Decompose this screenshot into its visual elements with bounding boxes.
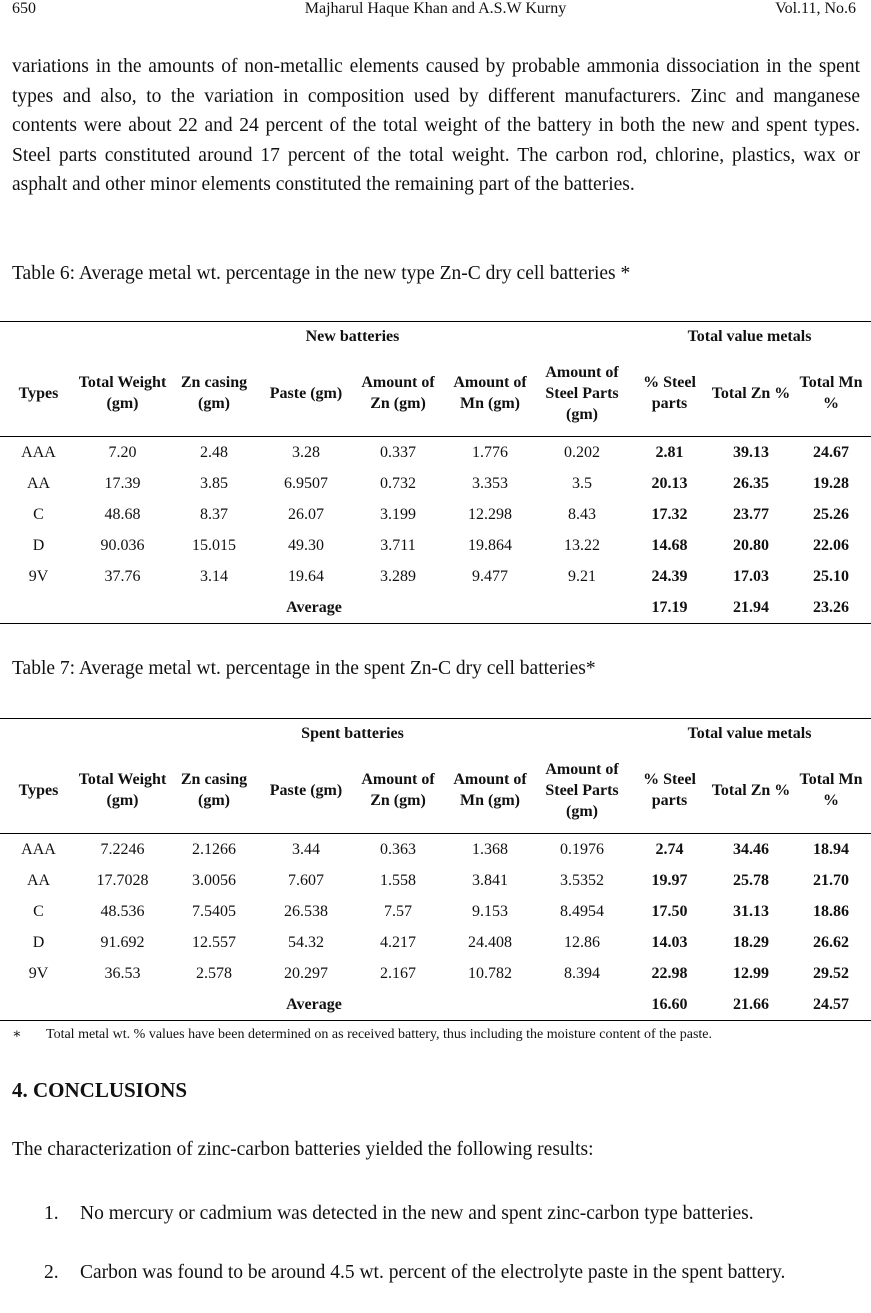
table-cell: 48.68: [104, 505, 141, 523]
table-cell: 8.394: [564, 964, 600, 982]
table-cell: 20.13: [651, 474, 688, 492]
table-cell: 1.368: [472, 840, 508, 858]
table-cell: 9.153: [472, 902, 508, 920]
table-cell: AA: [26, 871, 51, 889]
average-row: [0, 592, 871, 624]
table6-group-header-row: [0, 322, 871, 351]
table6-col-paste: Paste (gm): [260, 350, 352, 437]
table7-body: [0, 834, 871, 1021]
table-cell: 48.536: [100, 902, 145, 920]
table-cell: 34.46: [733, 840, 769, 858]
table-cell: 17.7028: [96, 871, 149, 889]
table7-col-pct-steel: % Steel parts: [628, 747, 711, 834]
table-row: [0, 561, 871, 592]
table-cell: 0.1976: [560, 840, 604, 858]
table7-caption: Table 7: Average metal wt. percentage in the spent Zn-C dry cell batteries*: [12, 658, 596, 679]
table-cell: 3.711: [380, 536, 416, 554]
table-cell: 9.477: [472, 567, 508, 585]
table-cell: 3.28: [292, 443, 320, 461]
table-cell: 3.353: [472, 474, 508, 492]
table-cell: 36.53: [104, 964, 141, 982]
table-cell: 2.167: [380, 964, 416, 982]
table-cell: 25.26: [813, 505, 849, 523]
intro-paragraph: variations in the amounts of non-metallic elements caused by probable ammonia dissociation in the spent types and also, to the variation in composition used by different manufacturers. Zinc and manganese contents were about 22 and 24 percent of the total weight of the battery in both the new and spent types. Steel parts constituted around 17 percent of the total weight. The carbon rod, chlorine, plastics, wax or asphalt and other minor elements constituted the remaining part of the batteries.: [12, 56, 860, 196]
table7-col-amount-mn: Amount of Mn (gm): [444, 747, 536, 834]
table6-column-header-row: [0, 350, 871, 437]
table-cell: 1.558: [380, 871, 416, 889]
table-cell: D: [32, 933, 45, 951]
average-row: [0, 989, 871, 1021]
table-cell: 7.57: [384, 902, 412, 920]
table-row: [0, 896, 871, 927]
table-cell: 26.07: [288, 505, 324, 523]
list-item-number: 1.: [44, 1203, 59, 1224]
table-cell: 26.538: [284, 902, 328, 920]
table-cell: 3.841: [472, 871, 508, 889]
table7-col-total-mn: Total Mn %: [791, 747, 871, 834]
table-cell: 8.37: [200, 505, 228, 523]
table-cell: 2.48: [200, 443, 228, 461]
table6-col-pct-steel: % Steel parts: [628, 350, 711, 437]
table-cell: 25.78: [733, 871, 769, 889]
table7-col-steel-parts: Amount of Steel Parts (gm): [536, 747, 628, 834]
table6-col-steel-parts: Amount of Steel Parts (gm): [536, 350, 628, 437]
table-cell: 24.39: [651, 567, 688, 585]
table-cell: C: [33, 505, 44, 523]
table-cell: 18.29: [733, 933, 769, 951]
table-cell: 19.64: [288, 567, 324, 585]
table7-col-total-weight: Total Weight (gm): [77, 747, 168, 834]
table-cell: AAA: [21, 840, 56, 858]
table-row: [0, 499, 871, 530]
table-cell: 0.202: [564, 443, 600, 461]
table-cell: 54.32: [288, 933, 324, 951]
table-cell: 20.80: [733, 536, 769, 554]
table-cell: 8.4954: [560, 902, 604, 920]
average-value: 21.66: [711, 989, 791, 1021]
table-row: [0, 927, 871, 958]
table-cell: 21.70: [813, 871, 849, 889]
table-cell: 3.289: [380, 567, 416, 585]
table-cell: 9V: [28, 567, 49, 585]
table-cell: 15.015: [192, 536, 236, 554]
table-cell: AAA: [21, 443, 56, 461]
table-cell: 1.776: [472, 443, 508, 461]
table-cell: 7.20: [108, 443, 137, 461]
conclusions-intro: The characterization of zinc-carbon batteries yielded the following results:: [12, 1139, 594, 1160]
table-cell: 17.03: [733, 567, 769, 585]
table7-col-zn-casing: Zn casing (gm): [168, 747, 260, 834]
table-cell: 26.62: [813, 933, 849, 951]
table7-group-right: Total value metals: [628, 719, 871, 748]
table-cell: 49.30: [288, 536, 324, 554]
table7-column-header-row: [0, 747, 871, 834]
table-cell: 10.782: [468, 964, 512, 982]
average-value: 17.19: [628, 592, 711, 624]
table-cell: 12.86: [564, 933, 600, 951]
table-row: [0, 437, 871, 469]
table-cell: 0.732: [380, 474, 416, 492]
table-row: [0, 865, 871, 896]
table-cell: 2.81: [655, 443, 684, 461]
table-footnote: [12, 1026, 712, 1043]
table-cell: 3.14: [200, 567, 228, 585]
table-cell: 91.692: [100, 933, 145, 951]
table-cell: 3.0056: [192, 871, 236, 889]
table-cell: 13.22: [564, 536, 600, 554]
table7-col-paste: Paste (gm): [260, 747, 352, 834]
table-cell: 19.97: [651, 871, 688, 889]
section-heading: 4. CONCLUSIONS: [12, 1078, 188, 1102]
footnote-marker: ∗: [12, 1027, 22, 1042]
table7-col-types: Types: [0, 747, 77, 834]
table-cell: 12.99: [733, 964, 769, 982]
table-cell: 22.06: [813, 536, 849, 554]
table-cell: 17.32: [651, 505, 688, 523]
table-cell: 17.50: [651, 902, 688, 920]
list-item-text: Carbon was found to be around 4.5 wt. percent of the electrolyte paste in the spent battery.: [80, 1262, 786, 1283]
table-cell: 3.5352: [560, 871, 604, 889]
table-cell: 7.2246: [100, 840, 145, 858]
table6-group-left: New batteries: [77, 322, 628, 351]
table-cell: 20.297: [284, 964, 328, 982]
table-cell: 18.86: [813, 902, 849, 920]
table-cell: 39.13: [733, 443, 769, 461]
table-row: [0, 834, 871, 866]
list-item-number: 2.: [44, 1262, 59, 1283]
table-cell: 24.408: [468, 933, 512, 951]
table6-body: [0, 437, 871, 624]
table7-group-left: Spent batteries: [77, 719, 628, 748]
table-cell: 12.557: [192, 933, 236, 951]
table-cell: 9.21: [568, 567, 596, 585]
table-cell: 7.607: [288, 871, 324, 889]
table7-col-amount-zn: Amount of Zn (gm): [352, 747, 444, 834]
table6-group-spacer: [0, 322, 77, 351]
average-value: 16.60: [628, 989, 711, 1021]
table-cell: 22.98: [651, 964, 688, 982]
table-cell: AA: [26, 474, 51, 492]
table-cell: 31.13: [733, 902, 769, 920]
table-cell: 12.298: [468, 505, 512, 523]
table6-group-right: Total value metals: [628, 322, 871, 351]
table6-col-types: Types: [0, 350, 77, 437]
table-cell: 8.43: [568, 505, 596, 523]
table6: [0, 321, 871, 624]
table7-group-spacer: [0, 719, 77, 748]
table6-col-total-zn: Total Zn %: [711, 350, 791, 437]
table-cell: 9V: [28, 964, 49, 982]
table-cell: 26.35: [733, 474, 769, 492]
table-cell: 18.94: [813, 840, 849, 858]
table-row: [0, 958, 871, 989]
table-cell: 90.036: [100, 536, 145, 554]
table-cell: 3.44: [292, 840, 320, 858]
table-cell: 19.28: [813, 474, 849, 492]
table-cell: 2.1266: [192, 840, 236, 858]
table7: [0, 718, 871, 1021]
average-value: 21.94: [711, 592, 791, 624]
average-label: Average: [0, 592, 628, 624]
table6-col-amount-mn: Amount of Mn (gm): [444, 350, 536, 437]
table-cell: 19.864: [468, 536, 512, 554]
table6-caption: Table 6: Average metal wt. percentage in the new type Zn-C dry cell batteries *: [12, 263, 631, 284]
page-header: [0, 0, 871, 24]
average-value: 23.26: [791, 592, 871, 624]
table-cell: 3.5: [572, 474, 592, 492]
table-cell: 0.337: [380, 443, 416, 461]
table6-col-total-weight: Total Weight (gm): [77, 350, 168, 437]
footnote-text: Total metal wt. % values have been determined on as received battery, thus including the moisture content of the paste.: [46, 1027, 713, 1042]
list-item-text: No mercury or cadmium was detected in the new and spent zinc-carbon type batteries.: [80, 1203, 754, 1224]
table-cell: 3.85: [200, 474, 228, 492]
page-number: 650: [12, 0, 36, 17]
average-label: Average: [0, 989, 628, 1021]
table-cell: 25.10: [813, 567, 849, 585]
table-cell: 14.03: [651, 933, 688, 951]
table-cell: C: [33, 902, 44, 920]
table-cell: 17.39: [104, 474, 141, 492]
table-cell: 14.68: [651, 536, 688, 554]
table-cell: 29.52: [813, 964, 849, 982]
table7-group-header-row: [0, 719, 871, 748]
average-value: 24.57: [791, 989, 871, 1021]
table-row: [0, 468, 871, 499]
table-cell: D: [32, 536, 45, 554]
table6-col-total-mn: Total Mn %: [791, 350, 871, 437]
table-cell: 37.76: [104, 567, 141, 585]
table7-col-total-zn: Total Zn %: [711, 747, 791, 834]
table-cell: 23.77: [733, 505, 769, 523]
table-cell: 2.74: [655, 840, 684, 858]
table-cell: 6.9507: [284, 474, 328, 492]
table-cell: 7.5405: [192, 902, 236, 920]
table-cell: 0.363: [380, 840, 416, 858]
volume-label: Vol.11, No.6: [775, 0, 856, 17]
table-cell: 24.67: [813, 443, 849, 461]
table6-col-amount-zn: Amount of Zn (gm): [352, 350, 444, 437]
table-cell: 2.578: [196, 964, 232, 982]
table-cell: 3.199: [380, 505, 416, 523]
table-cell: 4.217: [380, 933, 416, 951]
running-title: Majharul Haque Khan and A.S.W Kurny: [304, 0, 567, 17]
table6-col-zn-casing: Zn casing (gm): [168, 350, 260, 437]
table-row: [0, 530, 871, 561]
